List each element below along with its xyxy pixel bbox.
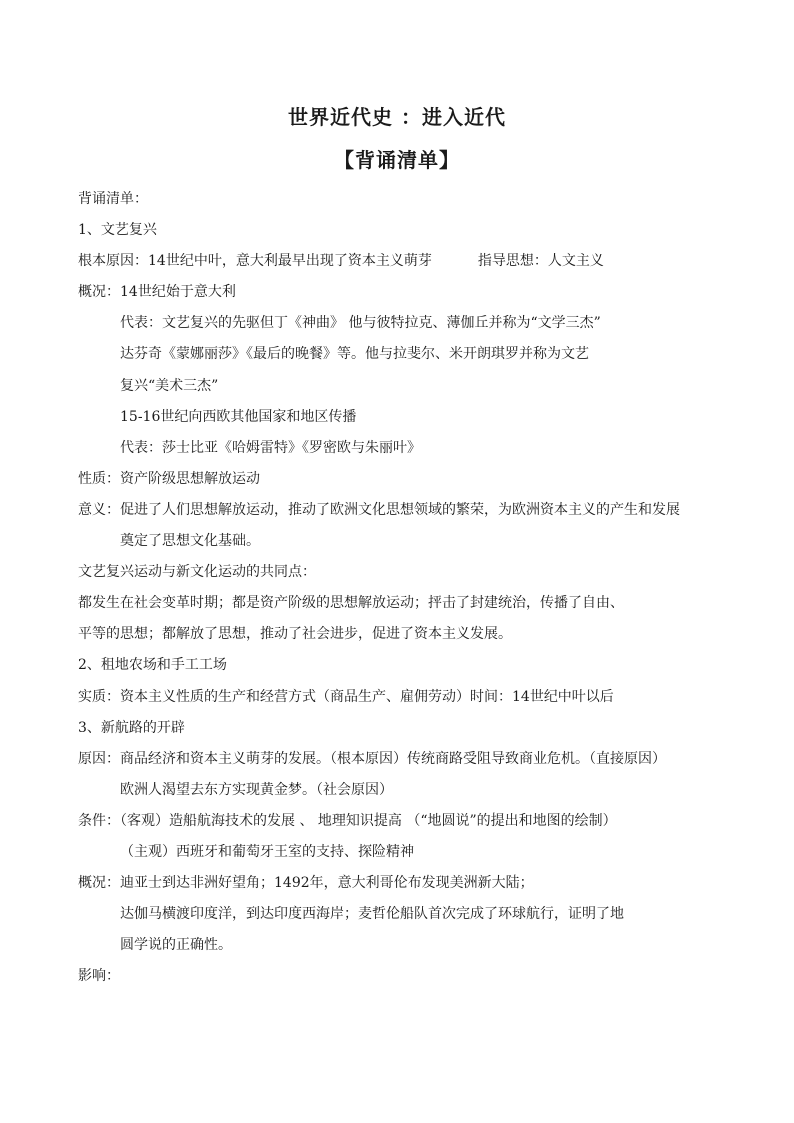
line-text: 条件：（客观）造船航海技术的发展 、 地理知识提高 （“地圆说”的提出和地图的绘制） xyxy=(78,812,617,829)
text-line xyxy=(78,184,718,215)
line-text: 意义：促进了人们思想解放运动，推动了欧洲文化思想领域的繁荣，为欧洲资本主义的产生和发展 xyxy=(78,501,680,518)
line-text: 根本原因：14世纪中叶，意大利最早出现了资本主义萌芽 xyxy=(78,253,432,270)
line-text: 1、文艺复兴 xyxy=(78,222,157,239)
text-line xyxy=(78,899,718,930)
text-line xyxy=(78,930,718,961)
line-text: 3、新航路的开辟 xyxy=(78,719,185,736)
line-text: 原因：商品经济和资本主义萌芽的发展。（根本原因）传统商路受阻导致商业危机。（直接原因） xyxy=(78,750,666,767)
text-line xyxy=(78,464,718,495)
text-line xyxy=(78,433,718,464)
line-text: 代表：莎士比亚《哈姆雷特》《罗密欧与朱丽叶》 xyxy=(120,439,421,456)
line-text: 概况：14世纪始于意大利 xyxy=(78,284,236,301)
page-title: 世界近代史 ：进入近代 xyxy=(288,105,506,129)
line-text: （主观）西班牙和葡萄牙王室的支持、探险精神 xyxy=(120,843,414,860)
line-text: 影响： xyxy=(78,968,120,985)
line-text: 概况：迪亚士到达非洲好望角；1492年，意大利哥伦布发现美洲新大陆； xyxy=(78,875,534,892)
line-text: 欧洲人渴望去东方实现黄金梦。（社会原因） xyxy=(120,781,393,798)
text-line xyxy=(78,557,718,588)
text-line xyxy=(78,371,718,402)
line-text-secondary: 指导思想：人文主义 xyxy=(477,253,604,270)
text-line xyxy=(78,308,718,339)
text-line xyxy=(78,868,718,899)
line-text: 达芬奇《蒙娜丽莎》《最后的晚餐》等。他与拉斐尔、米开朗琪罗并称为文艺 xyxy=(120,346,589,363)
text-line xyxy=(78,961,718,992)
line-text: 15-16世纪向西欧其他国家和地区传播 xyxy=(120,408,357,425)
text-line xyxy=(78,806,718,837)
line-text: 文艺复兴运动与新文化运动的共同点： xyxy=(78,564,316,581)
text-line xyxy=(78,495,718,526)
page-subtitle: 【背诵清单】 xyxy=(334,148,460,172)
line-text: 2、租地农场和手工工场 xyxy=(78,657,227,674)
text-line xyxy=(78,246,718,277)
text-line xyxy=(78,402,718,433)
text-line xyxy=(78,650,718,681)
text-line xyxy=(78,713,718,744)
text-line xyxy=(78,619,718,650)
line-text: 都发生在社会变革时期；都是资产阶级的思想解放运动；抨击了封建统治，传播了自由、 xyxy=(78,595,624,612)
text-line xyxy=(78,682,718,713)
line-text: 代表：文艺复兴的先驱但丁《神曲》 他与彼特拉克、薄伽丘并称为“文学三杰” xyxy=(120,315,601,332)
line-text: 圆学说的正确性。 xyxy=(120,937,232,954)
text-line xyxy=(78,744,718,775)
text-line xyxy=(78,526,718,557)
line-text: 复兴“美术三杰” xyxy=(120,377,219,394)
line-text: 背诵清单： xyxy=(78,191,148,207)
text-line xyxy=(78,215,718,246)
line-text: 实质：资本主义性质的生产和经营方式（商品生产、雇佣劳动）时间：14世纪中叶以后 xyxy=(78,688,614,705)
text-line xyxy=(78,277,718,308)
text-line xyxy=(78,339,718,370)
line-text: 达伽马横渡印度洋，到达印度西海岸；麦哲伦船队首次完成了环球航行，证明了地 xyxy=(120,906,624,923)
text-line xyxy=(78,837,718,868)
line-text: 平等的思想；都解放了思想，推动了社会进步，促进了资本主义发展。 xyxy=(78,626,512,643)
line-text: 性质：资产阶级思想解放运动 xyxy=(78,470,260,487)
document-body xyxy=(78,184,718,992)
line-text: 奠定了思想文化基础。 xyxy=(120,533,260,550)
text-line xyxy=(78,588,718,619)
text-line xyxy=(78,775,718,806)
